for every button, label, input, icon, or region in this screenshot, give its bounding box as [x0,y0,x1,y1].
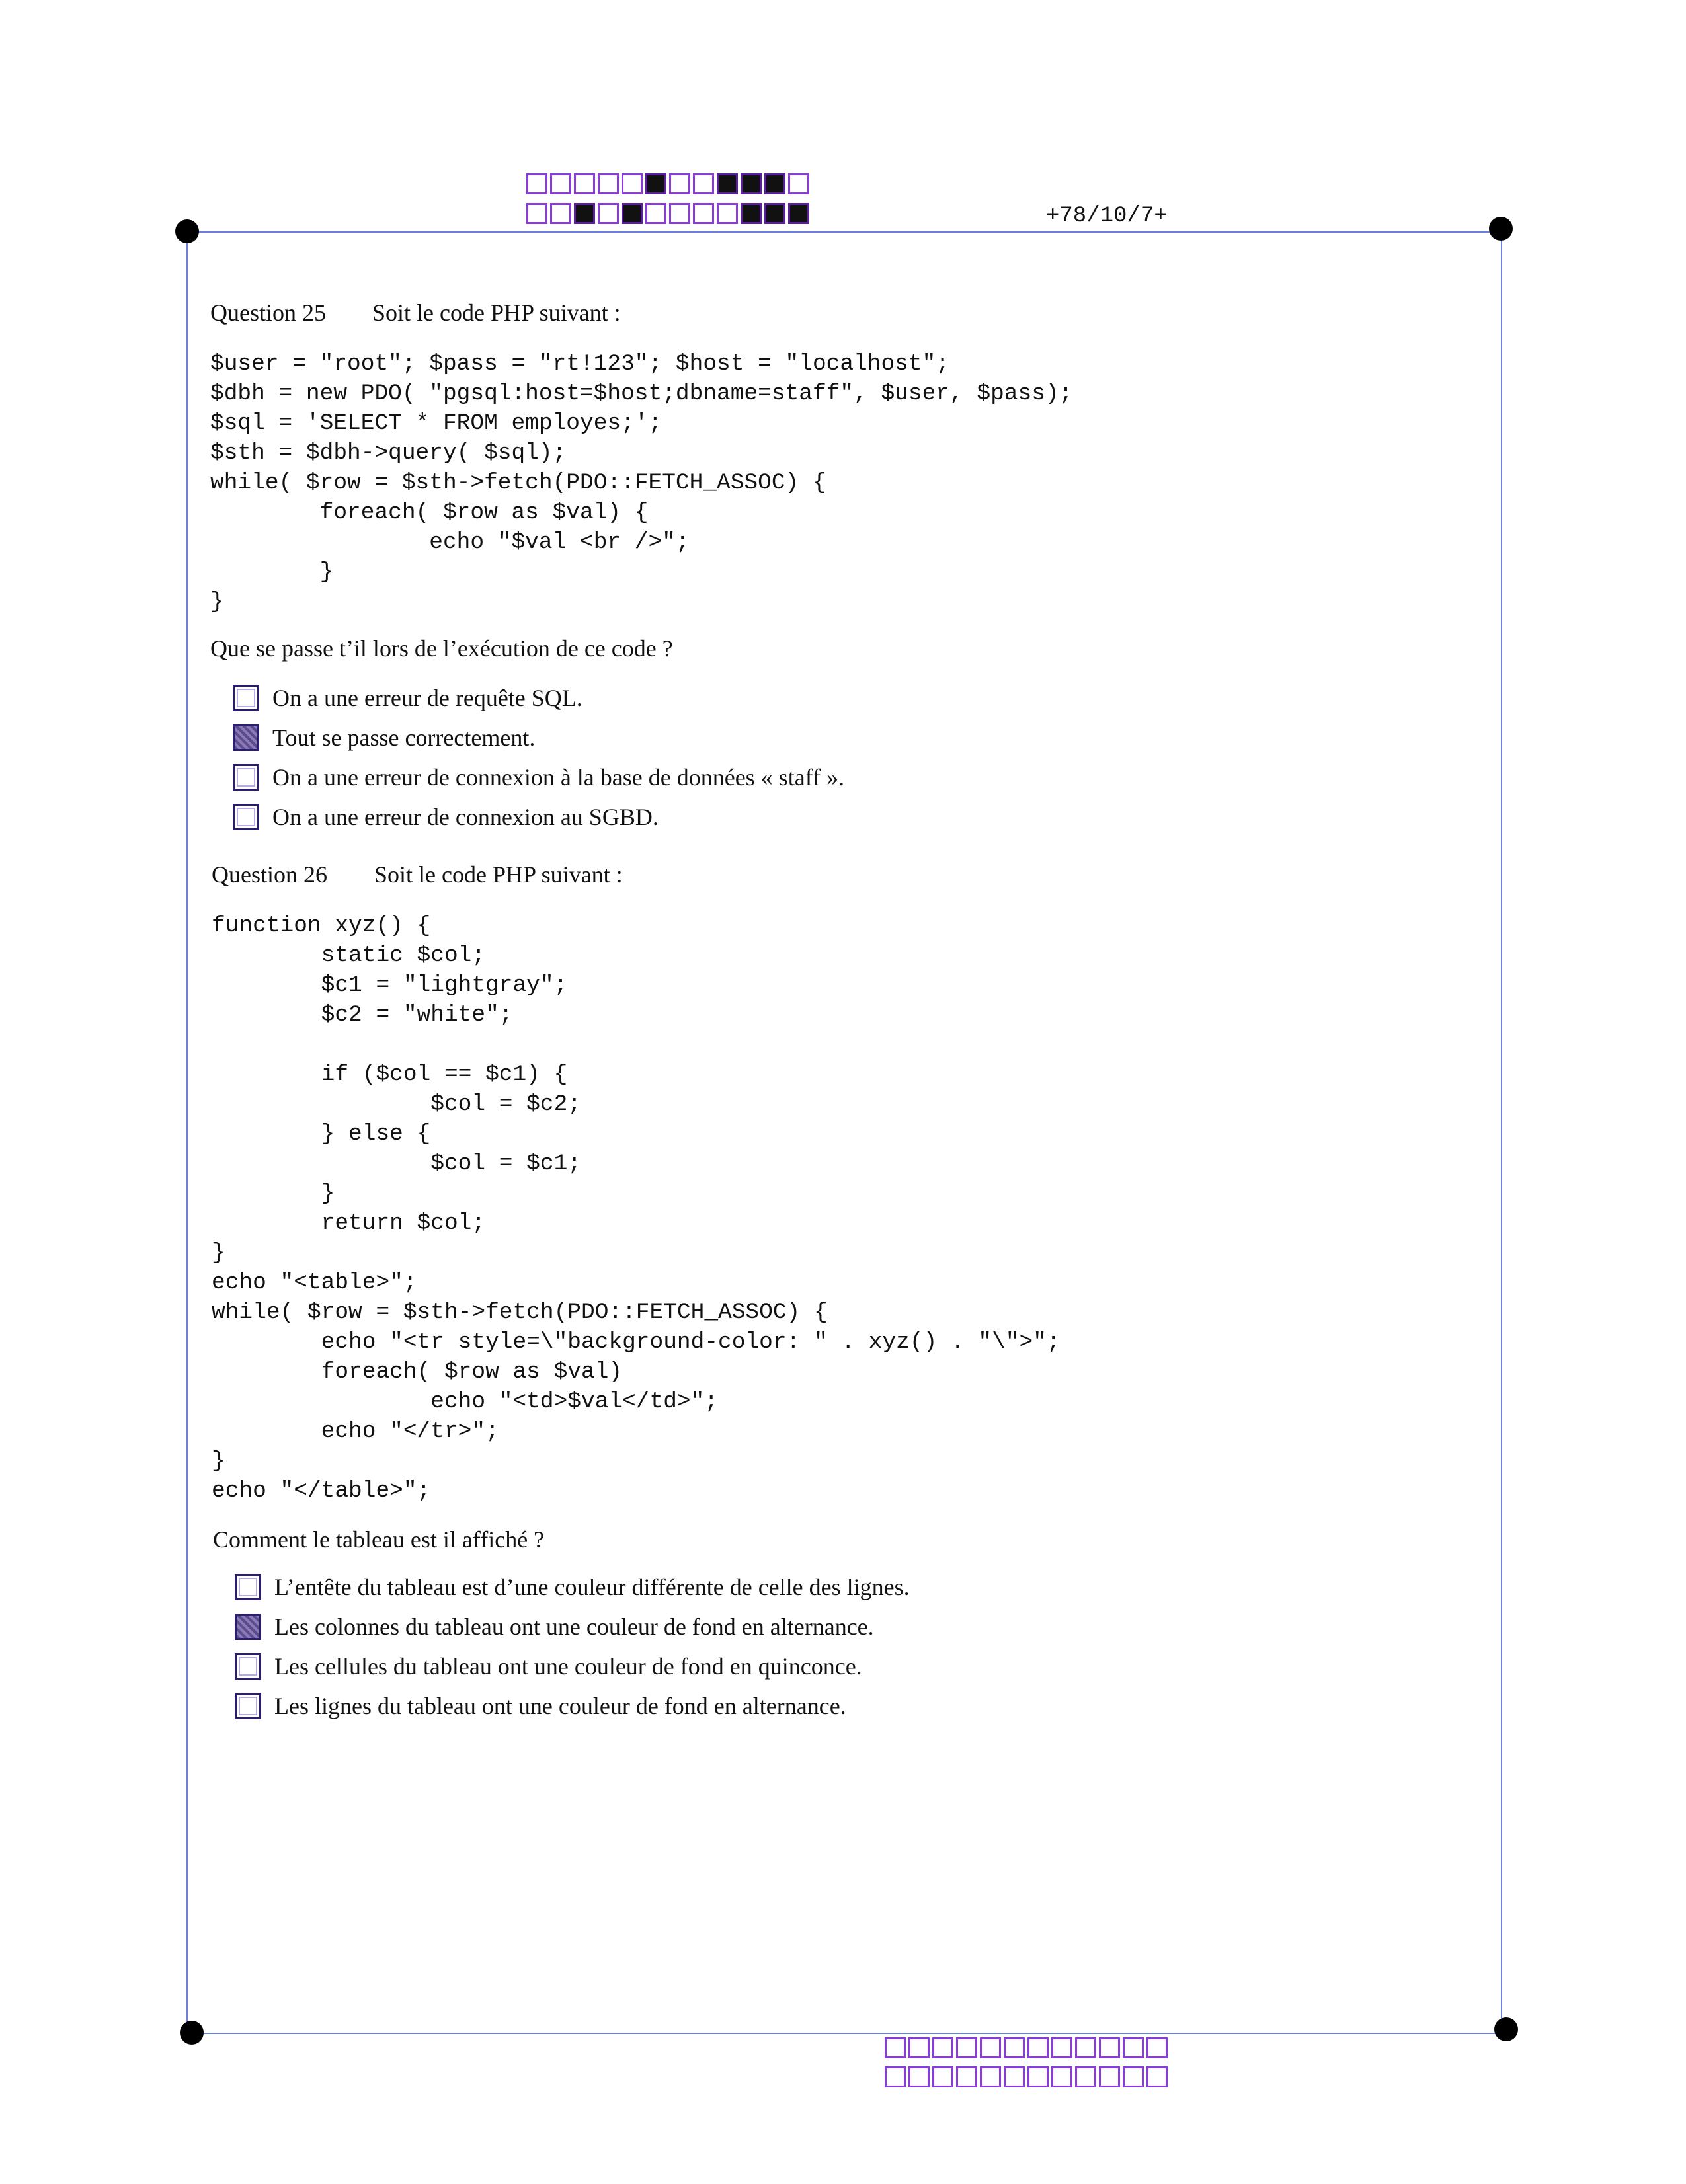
code-box [598,173,619,194]
code-box-filled [645,173,666,194]
q25-choice-2[interactable] [233,724,535,752]
code-box-filled [788,203,809,224]
frame-left-line [186,231,188,2033]
code-box [526,173,547,194]
code-box [717,203,738,224]
code-box [788,173,809,194]
code-box [1004,2066,1025,2087]
checkbox[interactable] [233,804,259,830]
checkbox[interactable] [233,764,259,791]
code-box [932,2037,953,2058]
code-box-filled [764,173,785,194]
code-box [1099,2037,1120,2058]
code-box [932,2066,953,2087]
bottom-code-row-2 [885,2066,1170,2091]
q25-choice-1[interactable] [233,684,582,712]
code-box [1146,2066,1168,2087]
code-box [550,173,571,194]
code-box [598,203,619,224]
code-box-filled [717,173,738,194]
code-box [1051,2066,1072,2087]
checkbox-checked[interactable] [233,724,259,751]
code-box [693,203,714,224]
code-box [1075,2037,1096,2058]
code-box [1004,2037,1025,2058]
code-box [1075,2066,1096,2087]
corner-marker-bottom-left [180,2021,204,2045]
question-26-intro: Soit le code PHP suivant : [374,861,623,888]
code-box [550,203,571,224]
checkbox[interactable] [233,685,259,711]
code-box [956,2066,977,2087]
question-26-code: function xyz() { static $col; $c1 = "lightgray"; $c2 = "white"; if ($col == $c1) { $col = $c2; } else { $col = $c1; } return $col; } echo "<table>"; while( $row = $sth->fetch(PDO::FETCH_ASSOC) { echo "<tr style=\"background-color: " . xyz() . "\">"; foreach( $row as $val) echo "<td>$val</td>"; echo "</tr>"; } echo "</table>"; [212,913,1061,1504]
choice-label: Tout se passe correctement. [272,724,536,751]
code-box [1146,2037,1168,2058]
checkbox[interactable] [235,1693,261,1719]
bottom-code-row-1 [885,2037,1170,2062]
corner-marker-top-left [175,219,199,243]
question-26-prompt: Comment le tableau est il affiché ? [213,1526,545,1553]
question-25-prompt: Que se passe t’il lors de l’exécution de ce code ? [210,635,673,662]
choice-label: Les cellules du tableau ont une couleur de fond en quinconce. [274,1653,862,1680]
code-box [526,203,547,224]
code-box [885,2037,906,2058]
code-box [669,173,690,194]
frame-right-line [1501,231,1502,2033]
corner-marker-top-right [1489,217,1513,241]
question-25-intro: Soit le code PHP suivant : [372,299,621,326]
question-26-label: Question 26 [212,861,327,888]
code-box [1099,2066,1120,2087]
code-box [1027,2037,1049,2058]
choice-label: On a une erreur de connexion à la base de données « staff ». [272,764,845,791]
code-box [908,2037,930,2058]
q25-choice-3[interactable] [233,763,844,791]
q26-choice-1[interactable] [235,1573,910,1601]
frame-bottom-line [192,2033,1507,2034]
code-box [1123,2066,1144,2087]
checkbox[interactable] [235,1574,261,1600]
code-box-filled [741,173,762,194]
code-box [1027,2066,1049,2087]
code-box [980,2066,1001,2087]
code-box [1123,2037,1144,2058]
choice-label: Les lignes du tableau ont une couleur de fond en alternance. [274,1693,846,1719]
choice-label: On a une erreur de connexion au SGBD. [272,804,659,830]
code-box [980,2037,1001,2058]
top-code-row-2 [526,203,812,228]
choice-label: Les colonnes du tableau ont une couleur de fond en alternance. [274,1614,874,1640]
question-25-code: $user = "root"; $pass = "rt!123"; $host = "localhost"; $dbh = new PDO( "pgsql:host=$host;dbname=staff", $user, $pass); $sql = 'SELECT * FROM employes;'; $sth = $dbh->query( $sql); while( $row = $sth->fetch(PDO::FETCH_ASSOC) { foreach( $row as $val) { echo "$val <br />"; } } [210,351,1073,615]
sheet-id: +78/10/7+ [1046,204,1168,229]
code-box-filled [574,203,595,224]
choice-label: On a une erreur de requête SQL. [272,685,582,711]
q26-choice-3[interactable] [235,1653,862,1680]
q25-choice-4[interactable] [233,803,659,831]
frame-top-line [186,231,1502,233]
code-box [693,173,714,194]
q26-choice-4[interactable] [235,1692,846,1720]
code-box [908,2066,930,2087]
checkbox[interactable] [235,1653,261,1680]
q26-choice-2[interactable] [235,1613,874,1641]
choice-label: L’entête du tableau est d’une couleur différente de celle des lignes. [274,1574,910,1600]
code-box [669,203,690,224]
code-box-filled [741,203,762,224]
code-box-filled [622,203,643,224]
code-box [1051,2037,1072,2058]
code-box [574,173,595,194]
code-box-filled [764,203,785,224]
checkbox-checked[interactable] [235,1614,261,1640]
top-code-row-1 [526,173,812,198]
code-box [622,173,643,194]
corner-marker-bottom-right [1494,2017,1518,2041]
code-box [956,2037,977,2058]
code-box [885,2066,906,2087]
question-25-label: Question 25 [210,299,326,326]
code-box [645,203,666,224]
